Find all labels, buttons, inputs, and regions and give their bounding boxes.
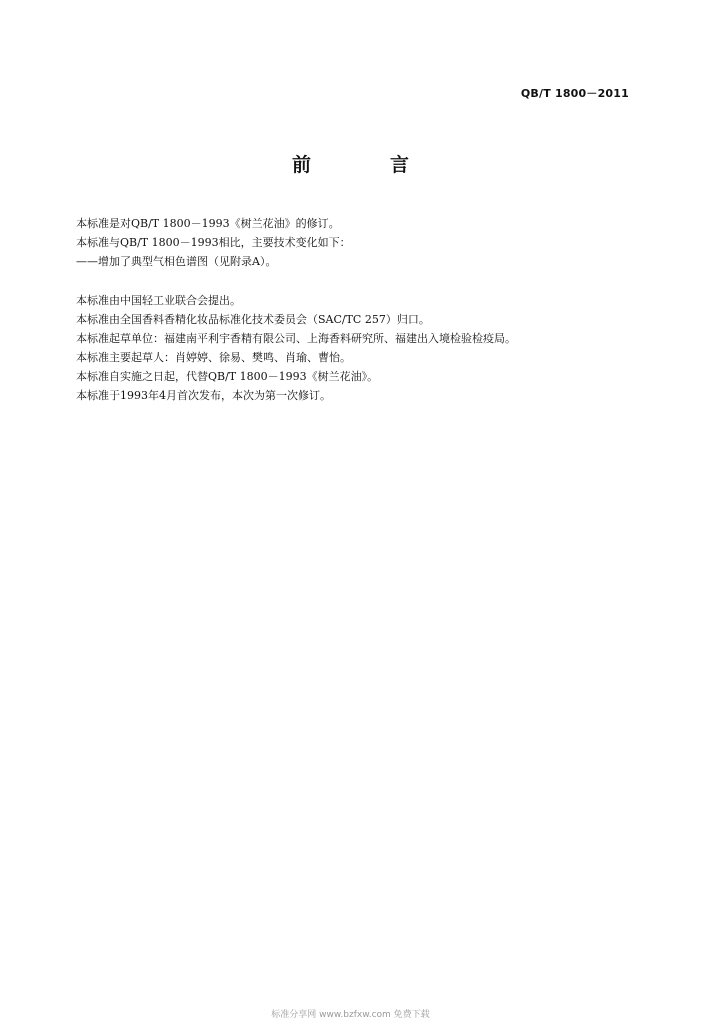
standard-code: QB/T 1800－2011 <box>520 87 629 100</box>
page-title: 前 言 <box>291 154 439 176</box>
footer-watermark: 标准分享网 www.bzfxw.com 免费下载 <box>271 1010 430 1020</box>
text-line: 本标准主要起草人：肖婷婷、徐易、樊鸣、肖瑜、曹怡。 <box>76 351 351 364</box>
text-line: 本标准由全国香料香精化妆品标准化技术委员会（SAC/TC 257）归口。 <box>76 313 430 326</box>
text-line: 本标准于1993年4月首次发布，本次为第一次修订。 <box>76 389 331 402</box>
text-line: 本标准自实施之日起，代替QB/T 1800－1993《树兰花油》。 <box>76 370 379 383</box>
text-line: ——增加了典型气相色谱图（见附录A）。 <box>76 255 277 268</box>
text-line: 本标准是对QB/T 1800－1993《树兰花油》的修订。 <box>76 217 340 230</box>
text-line: 本标准由中国轻工业联合会提出。 <box>76 294 241 307</box>
drafting-info-paragraph <box>76 291 636 405</box>
revision-paragraph <box>76 214 636 271</box>
text-line: 本标准起草单位：福建南平利宇香精有限公司、上海香料研究所、福建出入境检验检疫局。 <box>76 332 516 345</box>
text-line: 本标准与QB/T 1800－1993相比，主要技术变化如下： <box>76 236 351 249</box>
